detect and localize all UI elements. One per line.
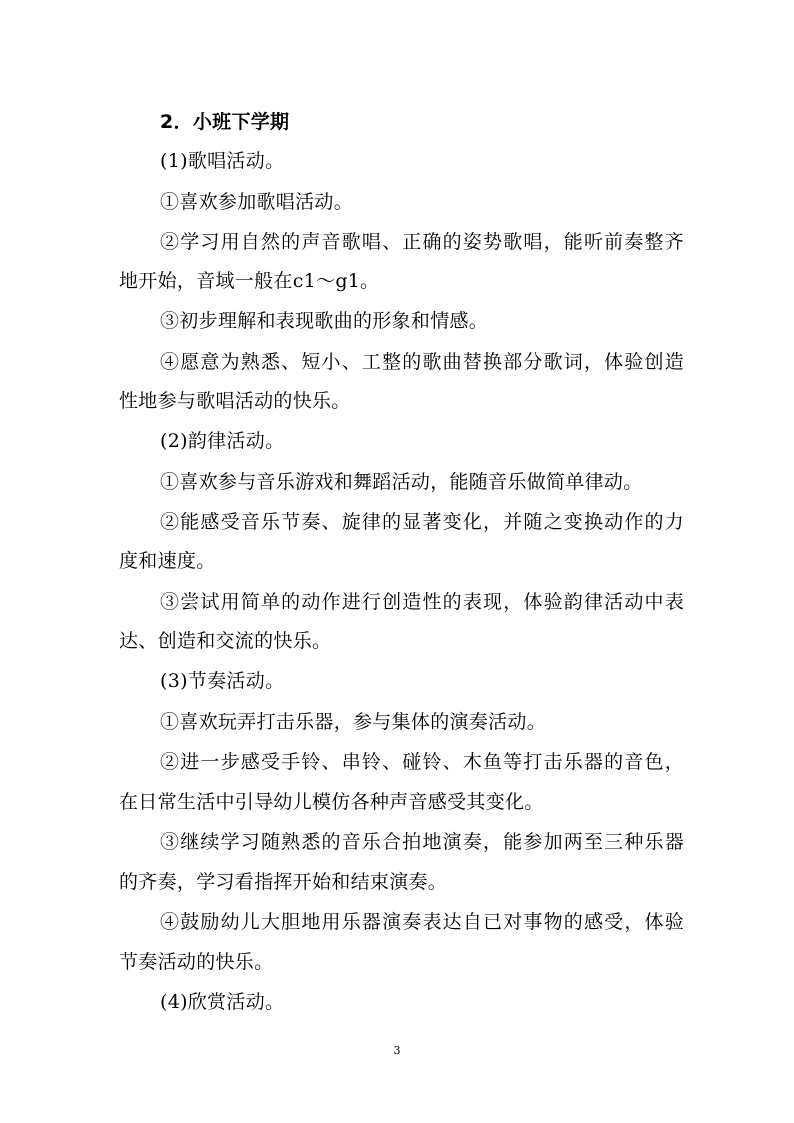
section-3-item-3-line-1: ③继续学习随熟悉的音乐合拍地演奏，能参加两至三种乐器 <box>160 831 684 853</box>
section-3-item-4-line-1: ④鼓励幼儿大胆地用乐器演奏表达自已对事物的感受，体验 <box>160 911 684 933</box>
section-1-item-4-line-2: 性地参与歌唱活动的快乐。 <box>119 390 351 412</box>
section-3-item-3-line-2: 的齐奏，学习看指挥开始和结束演奏。 <box>119 871 448 893</box>
section-3-item-2-line-2: 在日常生活中引导幼儿模仿各种声音感受其变化。 <box>119 791 544 813</box>
section-3-item-2-line-1: ②进一步感受手铃、串铃、碰铃、木鱼等打击乐器的音色， <box>160 751 684 773</box>
section-2-item-2-line-2: 度和速度。 <box>119 550 216 572</box>
section-1-item-2-line-2: 地开始，音域一般在c1～g1。 <box>119 270 380 292</box>
section-3-item-4-line-2: 节奏活动的快乐。 <box>119 951 274 973</box>
section-2-item-3-line-2: 达、创造和交流的快乐。 <box>119 630 332 652</box>
section-3-title: (3)节奏活动。 <box>160 670 285 692</box>
section-1-title: (1)歌唱活动。 <box>160 150 285 172</box>
page-number: 3 <box>393 1044 401 1057</box>
section-1-item-1: ①喜欢参加歌唱活动。 <box>160 191 354 213</box>
section-1-item-4-line-1: ④愿意为熟悉、短小、工整的歌曲替换部分歌词，体验创造 <box>160 351 684 373</box>
section-2-item-3-line-1: ③尝试用简单的动作进行创造性的表现，体验韵律活动中表 <box>160 591 684 613</box>
section-1-item-2-line-1: ②学习用自然的声音歌唱、正确的姿势歌唱，能听前奏整齐 <box>160 231 684 253</box>
section-2-title: (2)韵律活动。 <box>160 430 285 452</box>
section-2-item-2-line-1: ②能感受音乐节奏、旋律的显著变化，并随之变换动作的力 <box>160 511 684 533</box>
section-3-item-1: ①喜欢玩弄打击乐器，参与集体的演奏活动。 <box>160 711 547 733</box>
section-2-item-1: ①喜欢参与音乐游戏和舞蹈活动，能随音乐做简单律动。 <box>160 471 643 493</box>
section-4-title: (4)欣赏活动。 <box>160 991 285 1013</box>
section-1-item-3: ③初步理解和表现歌曲的形象和情感。 <box>160 310 489 332</box>
section-heading: 2．小班下学期 <box>160 111 290 133</box>
